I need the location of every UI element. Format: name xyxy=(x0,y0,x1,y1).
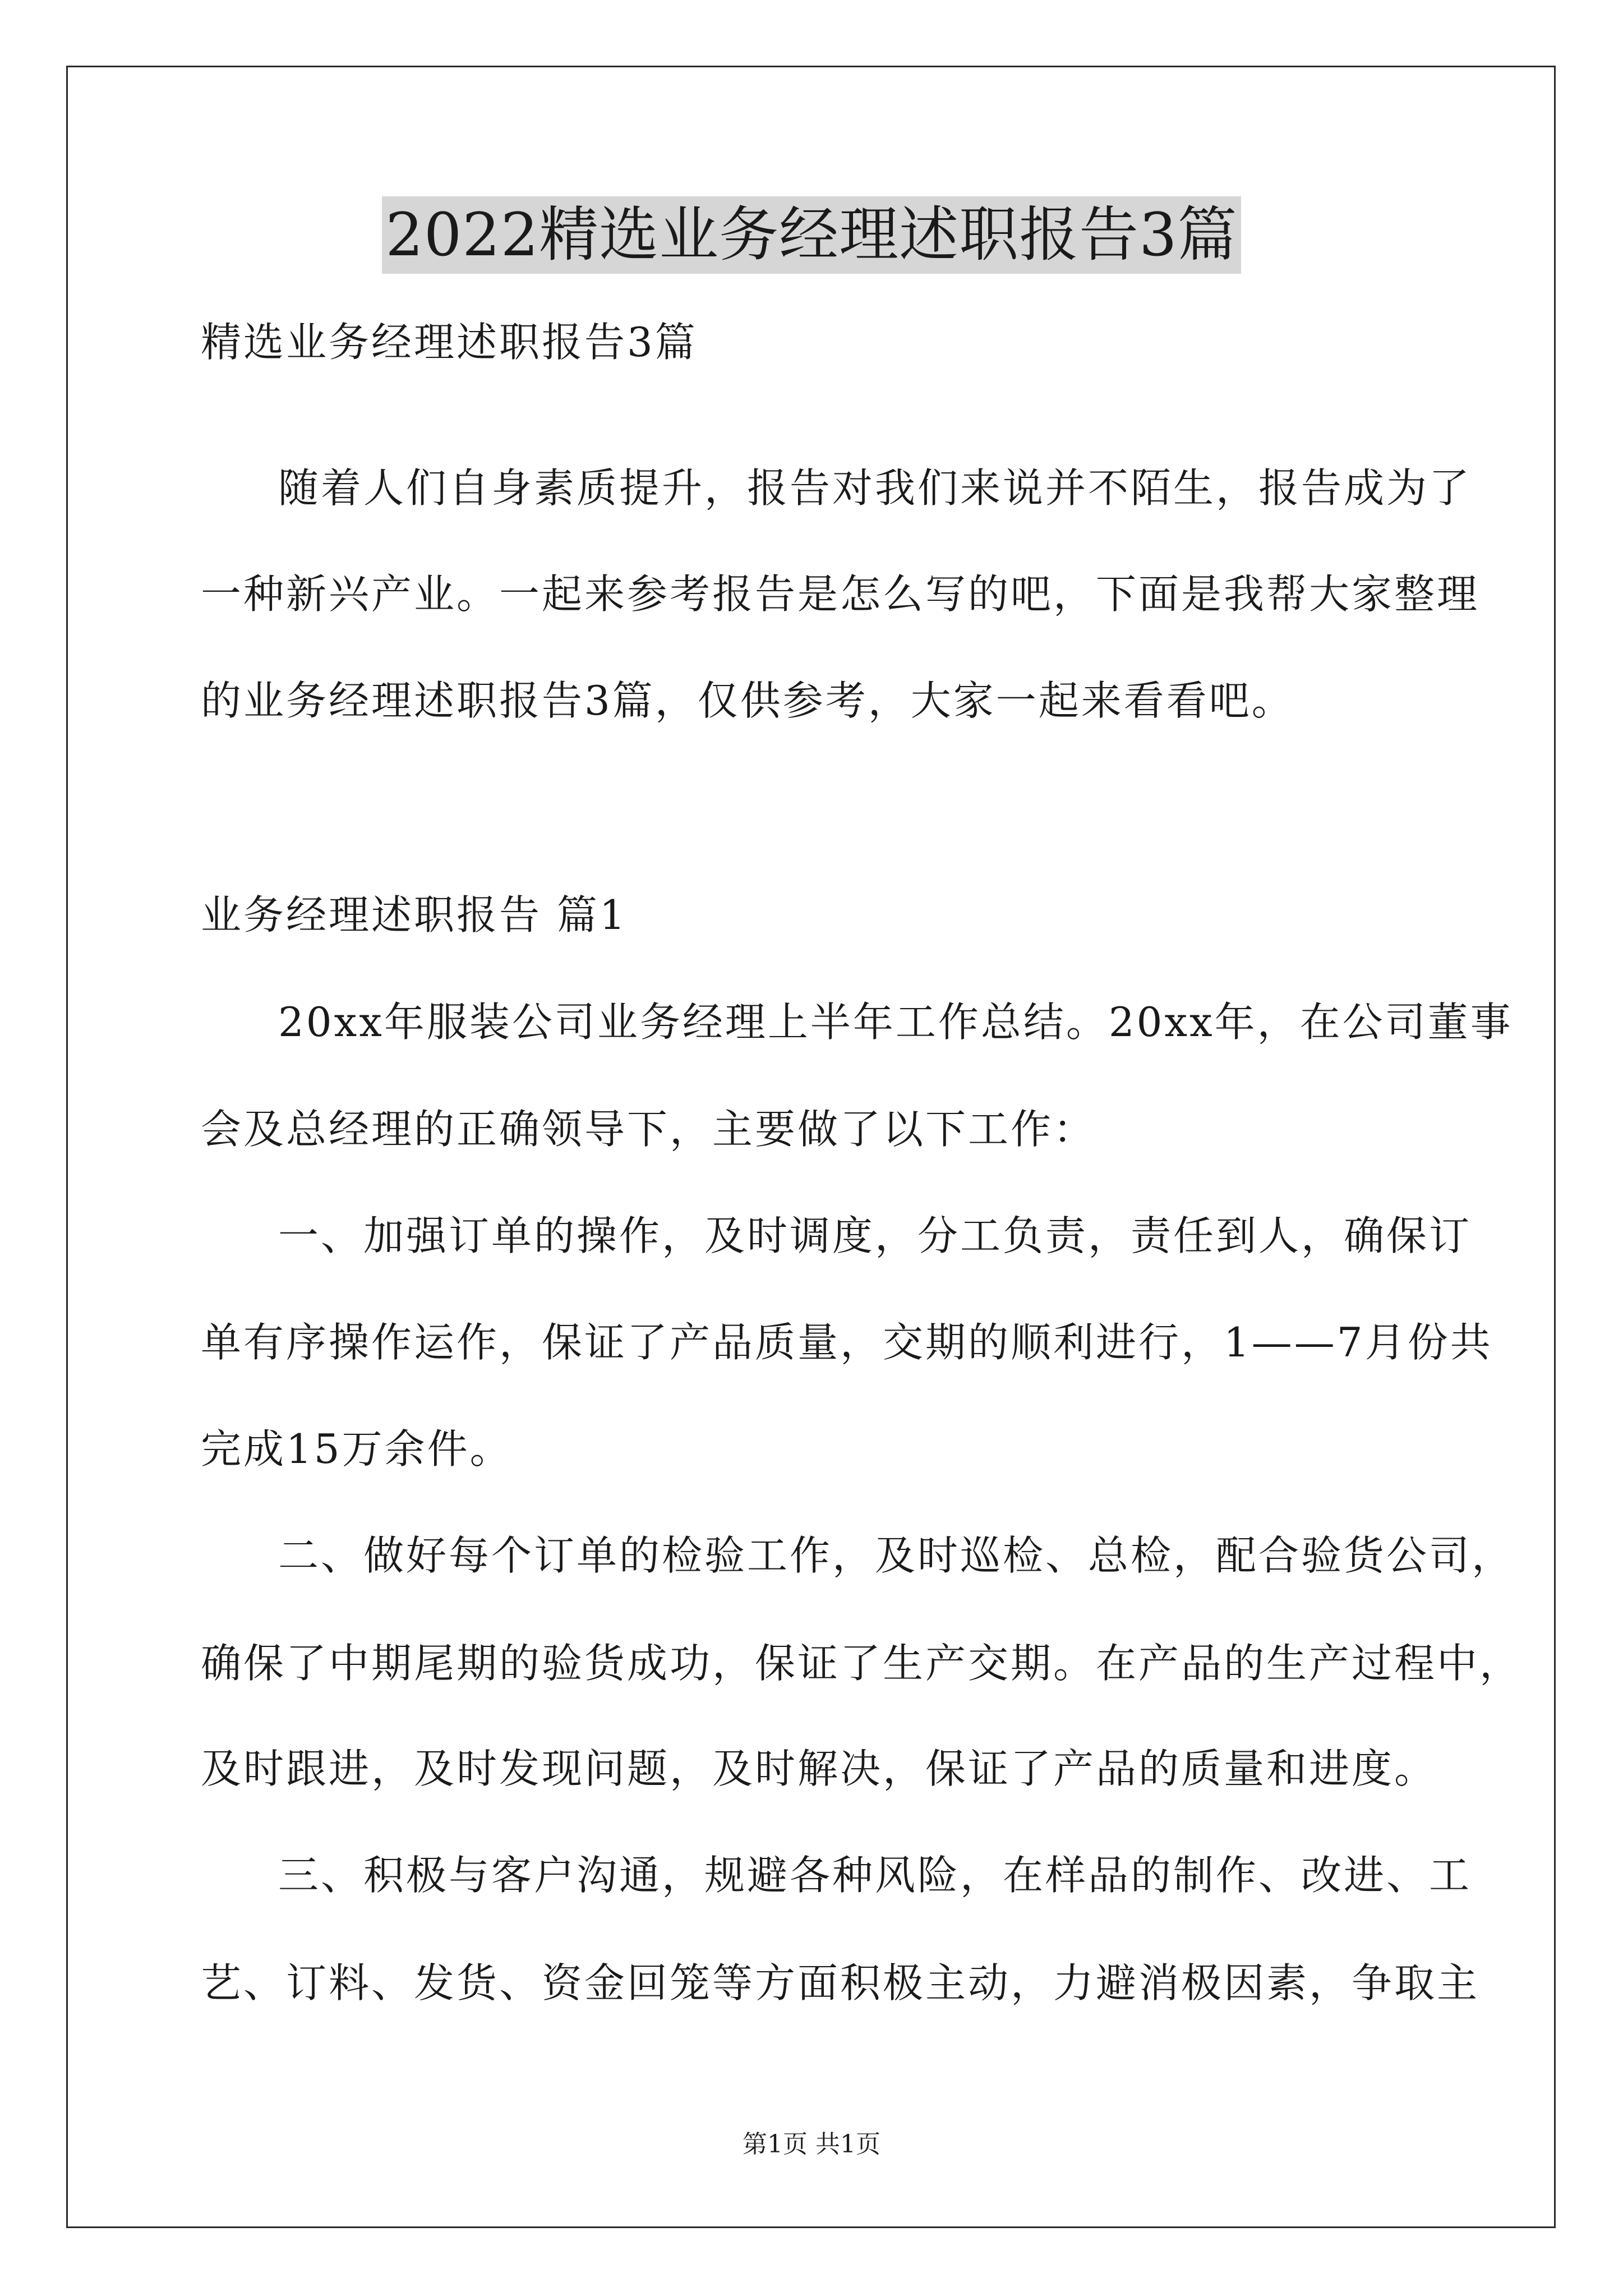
paragraph-line: 完成15万余件。 xyxy=(201,1425,513,1473)
paragraph-line: 艺、订料、发货、资金回笼等方面积极主动，力避消极因素，争取主 xyxy=(201,1959,1480,2007)
section-heading: 业务经理述职报告 篇1 xyxy=(201,891,628,938)
paragraph-line: 及时跟进，及时发现问题，及时解决，保证了产品的质量和进度。 xyxy=(201,1745,1437,1792)
paragraph-line: 一、加强订单的操作，及时调度，分工负责，责任到人，确保订 xyxy=(278,1212,1472,1259)
paragraph-line: 一种新兴产业。一起来参考报告是怎么写的吧，下面是我帮大家整理 xyxy=(201,570,1480,618)
document-title: 2022精选业务经理述职报告3篇 xyxy=(382,196,1241,274)
paragraph-line: 随着人们自身素质提升，报告对我们来说并不陌生，报告成为了 xyxy=(278,464,1472,512)
paragraph-line: 的业务经理述职报告3篇，仅供参考，大家一起来看看吧。 xyxy=(201,677,1294,724)
paragraph-line: 确保了中期尾期的验货成功，保证了生产交期。在产品的生产过程中， xyxy=(201,1640,1523,1687)
paragraph-line: 单有序操作运作，保证了产品质量，交期的顺利进行，1——7月份共 xyxy=(201,1319,1493,1366)
paragraph-line: 20xx年服装公司业务经理上半年工作总结。20xx年，在公司董事 xyxy=(278,999,1513,1046)
title-container xyxy=(0,196,1623,274)
paragraph-line: 二、做好每个订单的检验工作，及时巡检、总检，配合验货公司， xyxy=(278,1532,1515,1579)
paragraph-line: 三、积极与客户沟通，规避各种风险，在样品的制作、改进、工 xyxy=(278,1852,1472,1899)
subtitle: 精选业务经理述职报告3篇 xyxy=(201,319,698,366)
paragraph-line: 会及总经理的正确领导下，主要做了以下工作： xyxy=(201,1106,1096,1153)
page-footer: 第1页 共1页 xyxy=(743,2130,880,2159)
